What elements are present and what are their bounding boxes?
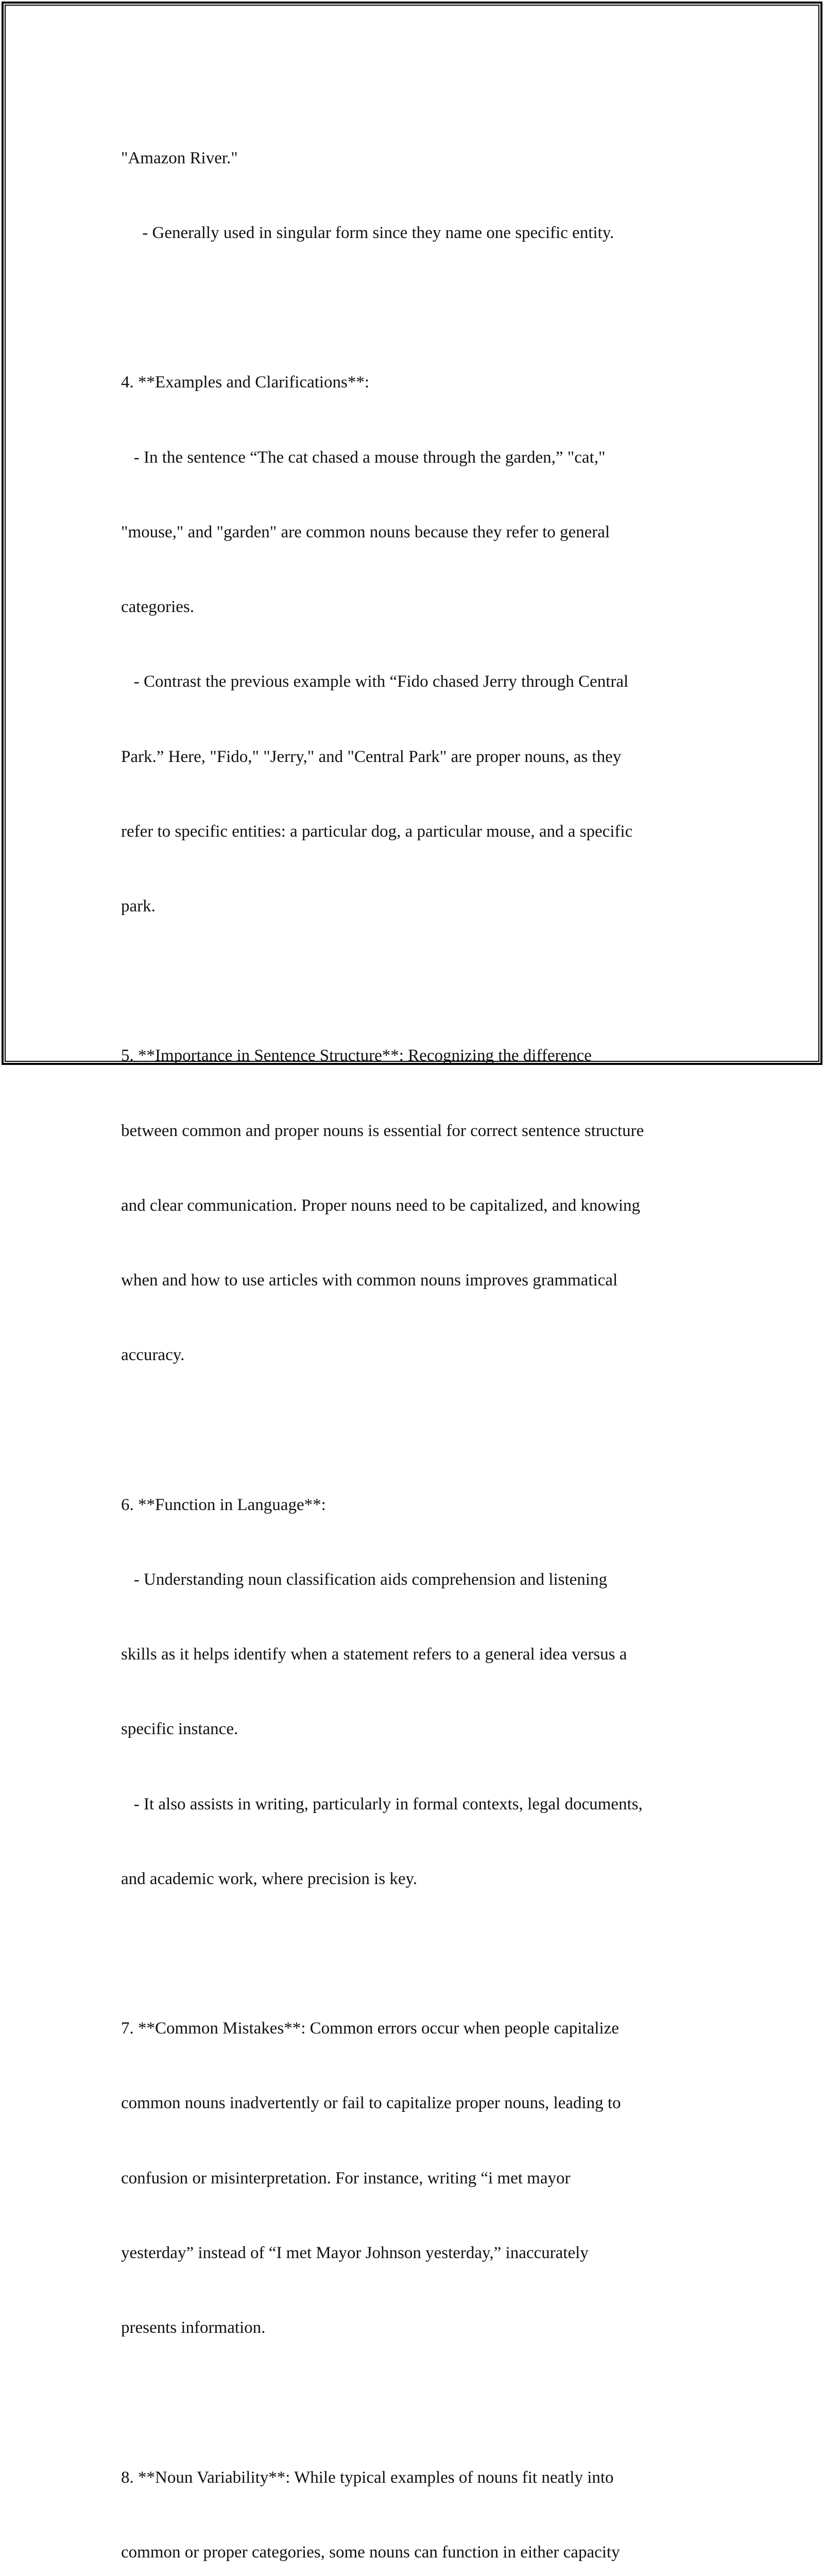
- text-line: - Contrast the previous example with “Fido chased Jerry through Central: [121, 672, 629, 691]
- text-line: - It also assists in writing, particularly in formal contexts, legal documents,: [121, 1794, 643, 1814]
- section-6-heading: 6. **Function in Language**:: [121, 1495, 326, 1514]
- section-8-heading: 8. **Noun Variability**: While typical examples of nouns fit neatly into: [121, 2468, 614, 2487]
- text-line: between common and proper nouns is essential for correct sentence structure: [121, 1121, 644, 1140]
- section-7-heading: 7. **Common Mistakes**: Common errors occur when people capitalize: [121, 2019, 619, 2038]
- document-body: [121, 96, 708, 2576]
- blank-line: [121, 969, 708, 993]
- blank-line: [121, 295, 708, 320]
- text-line: park.: [121, 896, 156, 916]
- blank-line: [121, 1418, 708, 1443]
- text-line: specific instance.: [121, 1720, 238, 1739]
- text-line: accuracy.: [121, 1346, 185, 1365]
- text-line: categories.: [121, 598, 195, 617]
- section-4-heading: 4. **Examples and Clarifications**:: [121, 373, 370, 392]
- text-line: - In the sentence “The cat chased a mouse through the garden,” "cat,": [121, 448, 606, 467]
- text-line: - Generally used in singular form since they name one specific entity.: [121, 224, 614, 243]
- text-line: - Understanding noun classification aids comprehension and listening: [121, 1570, 607, 1589]
- text-line: confusion or misinterpretation. For instance, writing “i met mayor: [121, 2168, 571, 2188]
- text-line: "mouse," and "garden" are common nouns because they refer to general: [121, 522, 610, 541]
- text-line: and clear communication. Proper nouns need to be capitalized, and knowing: [121, 1196, 641, 1215]
- section-5-heading: 5. **Importance in Sentence Structure**: Recognizing the difference: [121, 1046, 592, 1065]
- blank-line: [121, 1941, 708, 1966]
- text-line: skills as it helps identify when a statement refers to a general idea versus a: [121, 1645, 627, 1664]
- text-line: Park.” Here, "Fido," "Jerry," and "Central Park" are proper nouns, as they: [121, 747, 622, 766]
- text-line: common nouns inadvertently or fail to capitalize proper nouns, leading to: [121, 2094, 621, 2113]
- text-line: presents information.: [121, 2318, 266, 2337]
- text-line: common or proper categories, some nouns can function in either capacity: [121, 2543, 620, 2562]
- text-line: "Amazon River.": [121, 148, 238, 167]
- text-line: yesterday” instead of “I met Mayor Johnson yesterday,” inaccurately: [121, 2243, 589, 2262]
- text-line: and academic work, where precision is key.: [121, 1869, 418, 1888]
- text-line: when and how to use articles with common nouns improves grammatical: [121, 1271, 618, 1290]
- blank-line: [121, 2390, 708, 2415]
- text-line: refer to specific entities: a particular dog, a particular mouse, and a specific: [121, 822, 633, 841]
